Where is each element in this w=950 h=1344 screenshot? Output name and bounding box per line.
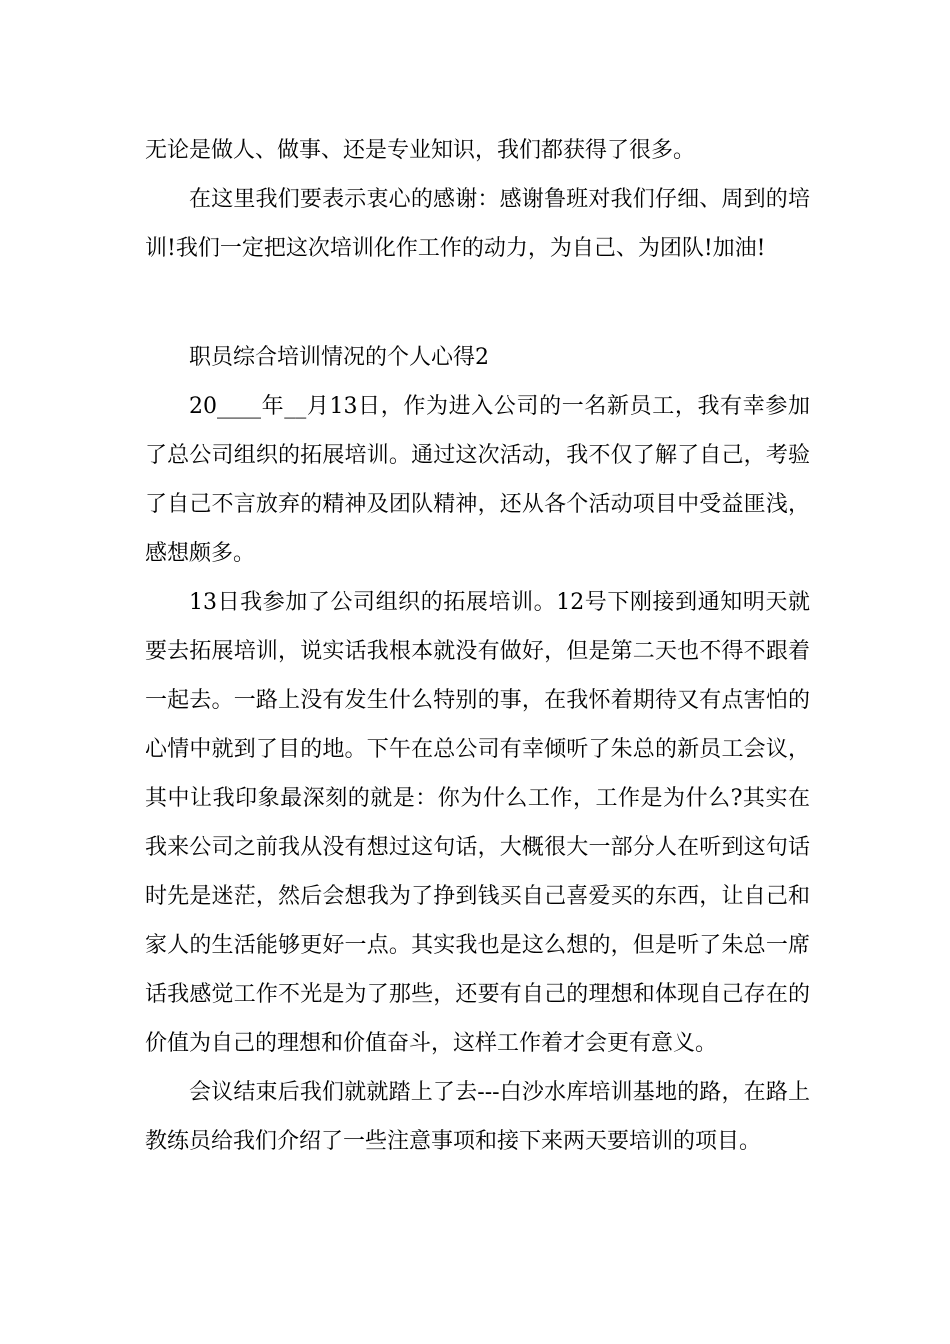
thanks-paragraph: 在这里我们要表示衷心的感谢：感谢鲁班对我们仔细、周到的培训!我们一定把这次培训化作工作的动力，为自己、为团队!加油! — [145, 187, 810, 261]
section-title: 职员综合培训情况的个人心得2 — [189, 345, 489, 370]
body-text-section — [145, 333, 810, 1166]
continued-paragraph: 无论是做人、做事、还是专业知识，我们都获得了很多。 — [145, 138, 696, 163]
paragraph: 13日我参加了公司组织的拓展培训。12号下刚接到通知明天就要去拓展培训，说实话我根本就没有做好，但是第二天也不得不跟着一起去。一路上没有发生什么特别的事，在我怀着期待又有点害怕的心情中就到了目的地。下午在总公司有幸倾听了朱总的新员工会议，其中让我印象最深刻的就是：你为什么工作，工作是为什么?其实在我来公司之前我从没有想过这句话，大概很大一部分人在听到这句话时先是迷茫，然后会想我为了挣到钱买自己喜爱买的东西，让自己和家人的生活能够更好一点。其实我也是这么想的，但是听了朱总一席话我感觉工作不光是为了那些，还要有自己的理想和体现自己存在的价值为自己的理想和价值奋斗，这样工作着才会更有意义。 — [145, 590, 810, 1056]
body-text-top — [145, 126, 810, 273]
paragraph: 会议结束后我们就就踏上了去---白沙水库培训基地的路，在路上教练员给我们介绍了一些注意事项和接下来两天要培训的项目。 — [145, 1080, 810, 1154]
paragraph: 20____年__月13日，作为进入公司的一名新员工，我有幸参加了总公司组织的拓展培训。通过这次活动，我不仅了解了自己，考验了自己不言放弃的精神及团队精神，还从各个活动项目中受益匪浅，感想颇多。 — [145, 394, 810, 566]
